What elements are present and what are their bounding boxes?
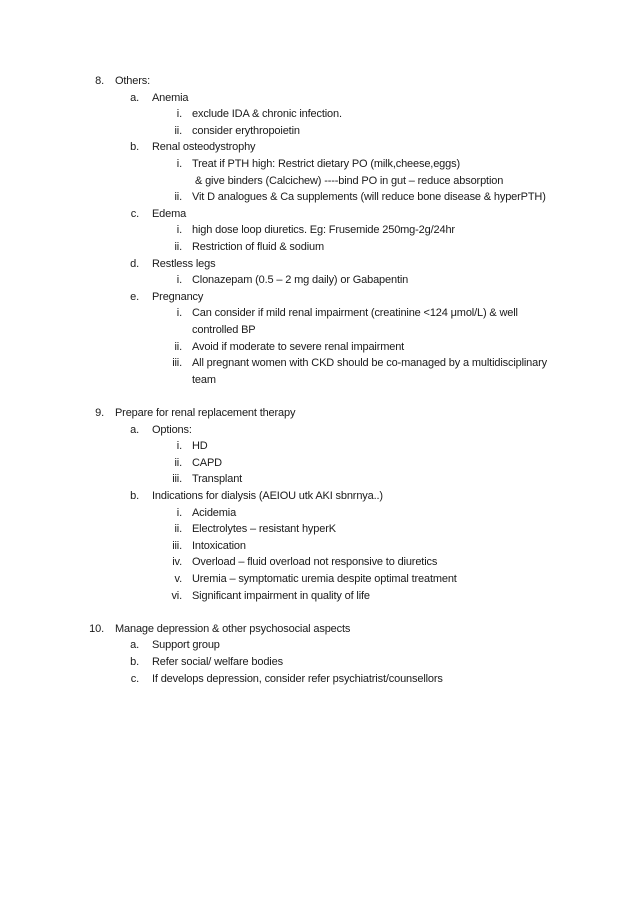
list-text: Edema xyxy=(152,207,187,220)
list-marker: a. xyxy=(130,423,139,436)
list-marker: ii. xyxy=(174,456,182,469)
list-marker: ii. xyxy=(174,241,182,253)
list-marker: ii. xyxy=(174,191,182,204)
list-text: Intoxication xyxy=(192,539,246,552)
list-text: exclude IDA & chronic infection. xyxy=(192,108,342,121)
list-text: HD xyxy=(192,440,208,453)
list-text: Electrolytes – resistant hyperK xyxy=(192,523,336,536)
list-text: Indications for dialysis (AEIOU utk AKI sbnrnya..) xyxy=(152,490,383,502)
list-text: Pregnancy xyxy=(152,290,204,303)
list-text: If develops depression, consider refer psychiatrist/counsellors xyxy=(152,672,443,685)
list-marker: 9. xyxy=(95,407,104,419)
list-marker: e. xyxy=(130,290,139,303)
list-text: Options: xyxy=(152,423,192,436)
list-marker: i. xyxy=(176,158,182,170)
list-text: Treat if PTH high: Restrict dietary PO (milk,cheese,eggs) xyxy=(192,158,460,170)
list-marker: iii. xyxy=(172,539,182,552)
list-marker: 8. xyxy=(95,75,104,87)
list-marker: b. xyxy=(130,656,139,668)
list-marker: i. xyxy=(176,506,182,519)
list-marker: vi. xyxy=(171,589,182,602)
list-text: Refer social/ welfare bodies xyxy=(152,656,283,668)
list-marker: i. xyxy=(176,108,182,121)
list-marker: c. xyxy=(130,672,139,685)
list-marker: iii. xyxy=(172,357,182,370)
list-text: Restless legs xyxy=(152,257,216,270)
list-text: Uremia – symptomatic uremia despite optimal treatment xyxy=(192,573,457,585)
list-marker: a. xyxy=(130,639,139,652)
list-marker: iv. xyxy=(172,556,182,569)
list-text: Avoid if moderate to severe renal impairment xyxy=(192,340,405,353)
list-text: Vit D analogues & Ca supplements (will reduce bone disease & hyperPTH) xyxy=(192,191,546,204)
list-text: Transplant xyxy=(192,473,243,486)
list-text: Clonazepam (0.5 – 2 mg daily) or Gabapentin xyxy=(192,274,409,287)
list-marker: ii. xyxy=(174,124,182,137)
list-text: controlled BP xyxy=(192,324,256,336)
list-marker: i. xyxy=(176,307,182,320)
list-text: CAPD xyxy=(192,456,222,469)
list-marker: c. xyxy=(130,207,139,220)
list-text: Renal osteodystrophy xyxy=(152,141,256,154)
list-text: consider erythropoietin xyxy=(192,124,300,137)
list-text: & give binders (Calcichew) ----bind PO in gut – reduce absorption xyxy=(195,174,504,187)
list-text: Can consider if mild renal impairment (creatinine <124 μmol/L) & well xyxy=(192,307,518,320)
list-text: Acidemia xyxy=(192,506,237,519)
list-text: Support group xyxy=(152,639,220,652)
list-marker: ii. xyxy=(174,340,182,353)
list-text: Restriction of fluid & sodium xyxy=(192,241,324,253)
list-marker: b. xyxy=(130,490,139,502)
list-marker: d. xyxy=(130,257,139,270)
list-text: Others: xyxy=(115,75,151,87)
list-marker: i. xyxy=(176,274,182,287)
list-marker: i. xyxy=(176,440,182,453)
list-marker: iii. xyxy=(172,473,182,486)
list-text: Prepare for renal replacement therapy xyxy=(115,407,296,419)
list-marker: 10. xyxy=(89,622,104,635)
list-text: Overload – fluid overload not responsive to diuretics xyxy=(192,556,438,569)
list-marker: ii. xyxy=(174,523,182,536)
list-marker: i. xyxy=(176,224,182,237)
list-text: Significant impairment in quality of life xyxy=(192,589,370,602)
list-text: high dose loop diuretics. Eg: Frusemide 250mg-2g/24hr xyxy=(192,224,455,237)
list-marker: b. xyxy=(130,141,139,154)
list-marker: a. xyxy=(130,91,139,104)
list-text: Anemia xyxy=(152,91,189,104)
list-text: Manage depression & other psychosocial aspects xyxy=(115,622,351,635)
list-text: team xyxy=(192,373,216,386)
list-marker: v. xyxy=(174,573,182,585)
list-text: All pregnant women with CKD should be co-managed by a multidisciplinary xyxy=(192,357,547,370)
